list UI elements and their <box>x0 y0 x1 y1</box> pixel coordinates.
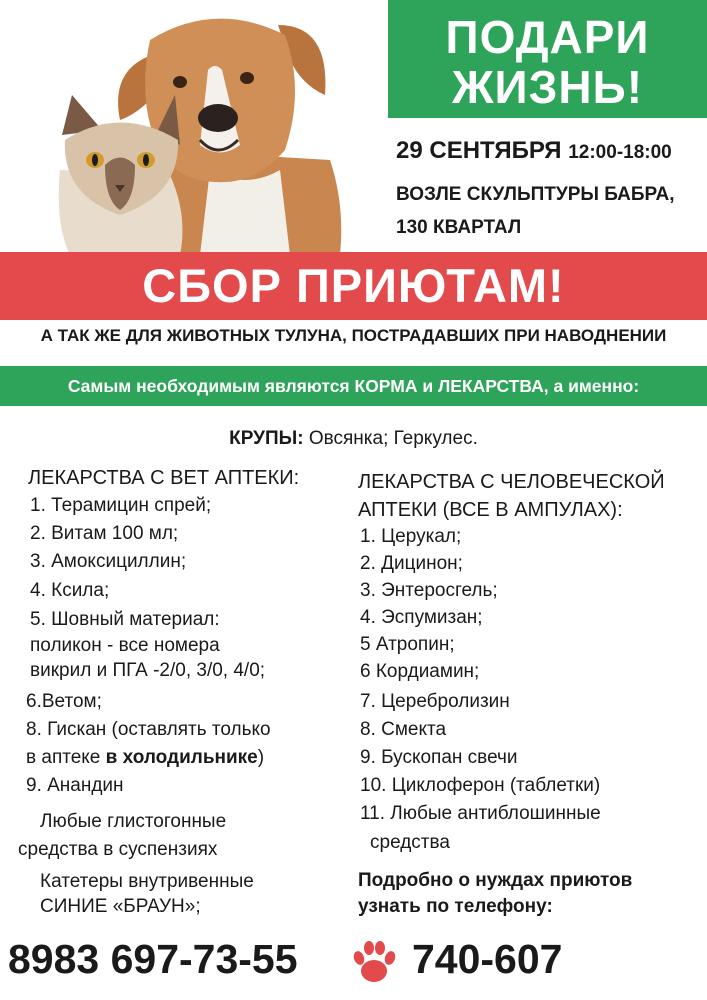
event-time: 12:00-18:00 <box>568 142 672 163</box>
catheter-line1: Катетеры внутривенные <box>40 871 254 892</box>
event-date <box>396 137 672 165</box>
vet-item-3: 3. Амоксициллин; <box>30 551 187 572</box>
human-item-6: 6 Кордиамин; <box>360 661 480 682</box>
contact-title-line2: узнать по телефону: <box>358 896 553 917</box>
vet-item-8-post: ) <box>257 747 265 768</box>
banner-subtitle: А ТАК ЖЕ ДЛЯ ЖИВОТНЫХ ТУЛУНА, ПОСТРАДАВШИХ ПРИ НАВОДНЕНИИ <box>40 326 667 345</box>
vet-item-5-line2: поликон - все номера <box>30 635 220 656</box>
dewormer-line1: Любые глистогонные <box>40 811 227 832</box>
human-item-8: 8. Смекта <box>360 719 447 740</box>
needs-strip <box>0 366 707 406</box>
contact-title-line1: Подробно о нуждах приютов <box>358 870 633 891</box>
vet-item-5-line3: викрил и ПГА -2/0, 3/0, 4/0; <box>30 660 266 681</box>
vet-item-8: 8. Гискан (оставлять только <box>26 719 271 740</box>
human-item-11-line2: средства <box>370 832 450 853</box>
needs-medicine: ЛЕКАРСТВА <box>437 376 544 396</box>
event-place <box>396 178 675 244</box>
phone-number-1: 8983 697-73-55 <box>8 936 298 982</box>
vet-item-8-line2 <box>26 744 264 772</box>
vet-item-6: 6.Ветом; <box>26 691 102 712</box>
human-item-5: 5 Атропин; <box>360 634 455 655</box>
human-item-7: 7. Церебролизин <box>360 691 510 712</box>
vet-item-5: 5. Шовный материал: <box>30 609 220 630</box>
headline-line1: ПОДАРИ <box>445 11 650 63</box>
human-item-11: 11. Любые антиблошинные <box>360 803 601 824</box>
needs-food: КОРМА <box>354 376 418 396</box>
groats-line <box>0 428 707 450</box>
contact-title <box>358 868 632 920</box>
human-list-title <box>358 468 665 524</box>
paw-icon <box>350 939 398 987</box>
event-place-line1: ВОЗЛЕ СКУЛЬПТУРЫ БАБРА, <box>396 184 675 205</box>
human-item-4: 4. Эспумизан; <box>360 607 483 628</box>
headline-line2: ЖИЗНЬ! <box>451 61 644 113</box>
vet-item-1: 1. Терамицин спрей; <box>30 495 212 516</box>
dog-and-cat-illustration <box>40 0 370 255</box>
needs-suffix: , а именно: <box>543 376 640 396</box>
headline-box <box>388 0 707 118</box>
vet-item-9: 9. Анандин <box>26 775 124 796</box>
human-item-10: 10. Циклоферон (таблетки) <box>360 775 601 796</box>
human-title-line1: ЛЕКАРСТВА С ЧЕЛОВЕЧЕСКОЙ <box>358 471 665 493</box>
human-item-3: 3. Энтеросгель; <box>360 580 498 601</box>
human-item-1: 1. Церукал; <box>360 526 462 547</box>
groats-text: Овсянка; Геркулес. <box>303 428 478 449</box>
collection-banner: СБОР ПРИЮТАМ! <box>0 252 707 320</box>
needs-prefix: Самым необходимым являются <box>67 376 355 396</box>
vet-item-8-pre: в аптеке <box>26 747 106 768</box>
phone-number-2: 740-607 <box>412 936 563 982</box>
human-item-2: 2. Дицинон; <box>360 553 463 574</box>
catheter-line2: СИНИЕ «БРАУН»; <box>40 896 201 917</box>
groats-label: КРУПЫ: <box>229 428 304 449</box>
needs-and: и <box>417 376 438 396</box>
human-item-9: 9. Бускопан свечи <box>360 747 518 768</box>
vet-item-4: 4. Ксила; <box>30 580 110 601</box>
vet-item-2: 2. Витам 100 мл; <box>30 523 179 544</box>
event-date-text: 29 СЕНТЯБРЯ <box>396 137 562 164</box>
dewormer-line2: средства в суспензиях <box>18 839 218 860</box>
vet-list-title: ЛЕКАРСТВА С ВЕТ АПТЕКИ: <box>28 467 300 489</box>
vet-item-8-bold: в холодильнике <box>105 747 258 768</box>
human-title-line2: АПТЕКИ (ВСЕ В АМПУЛАХ): <box>358 499 623 521</box>
event-place-line2: 130 КВАРТАЛ <box>396 217 522 238</box>
